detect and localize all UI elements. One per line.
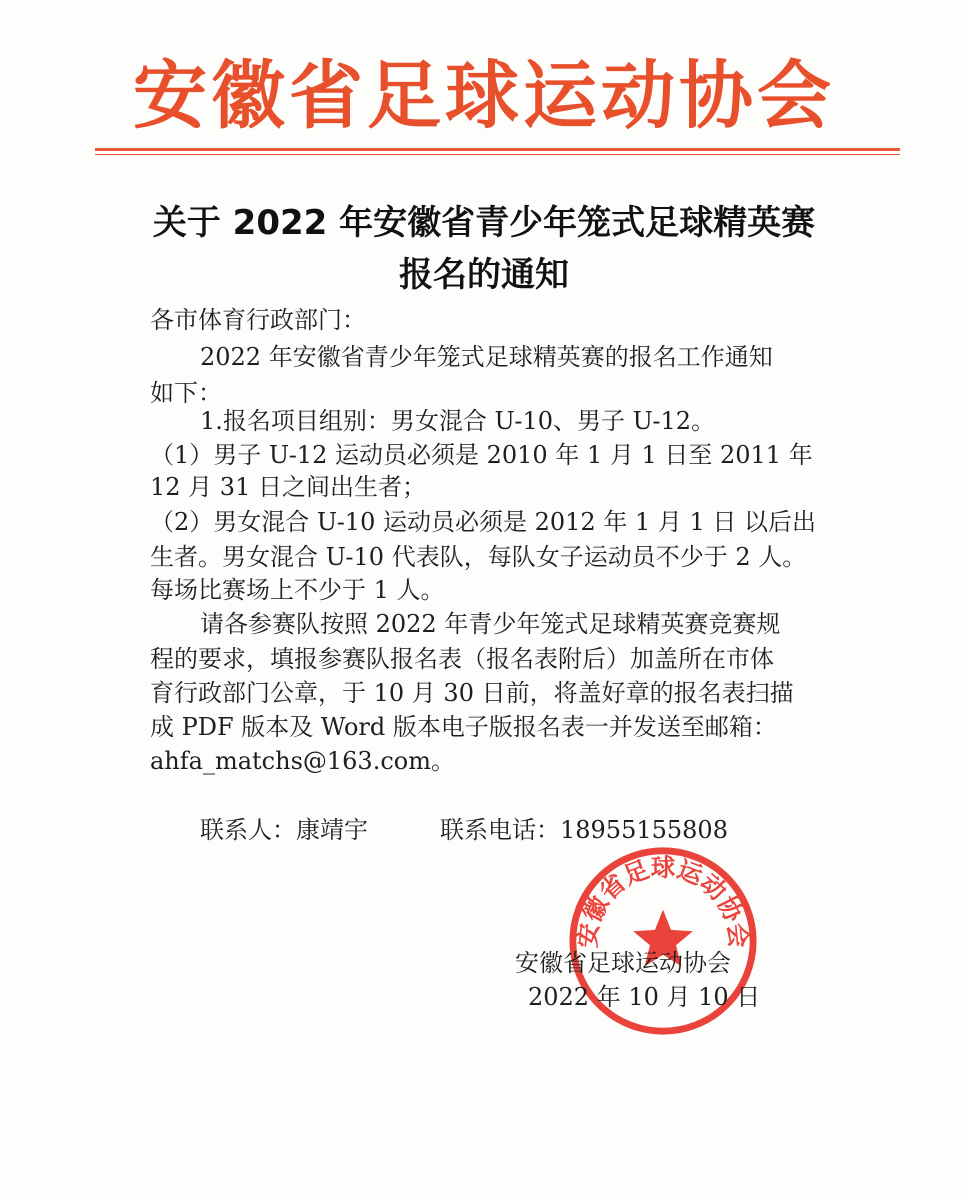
body-line: 请各参赛队按照 2022 年青少年笼式足球精英赛竞赛规 <box>200 610 781 638</box>
body-line: 1.报名项目组别：男女混合 U-10、男子 U-12。 <box>200 407 716 435</box>
signature-org: 安徽省足球运动协会 <box>515 949 731 977</box>
body-line: 生者。男女混合 U-10 代表队，每队女子运动员不少于 2 人。 <box>150 543 807 571</box>
contact-person-label: 联系人： <box>200 816 296 844</box>
contact-phone-label: 联系电话： <box>440 816 560 844</box>
body-line: 程的要求，填报参赛队报名表（报名表附后）加盖所在市体 <box>150 645 774 673</box>
letterhead-rule-thin <box>95 154 900 155</box>
body-line: 如下： <box>150 379 222 407</box>
contact-person <box>200 813 368 847</box>
body-line: 育行政部门公章，于 10 月 30 日前，将盖好章的报名表扫描 <box>150 679 794 707</box>
body-line: 12 月 31 日之间出生者； <box>150 473 426 501</box>
body-line: 2022 年安徽省青少年笼式足球精英赛的报名工作通知 <box>200 343 773 371</box>
body-line: （2）男女混合 U-10 运动员必须是 2012 年 1 月 1 日 以后出 <box>150 508 816 536</box>
contact-phone-number: 18955155808 <box>560 816 728 844</box>
body-line: （1）男子 U-12 运动员必须是 2010 年 1 月 1 日至 2011 年 <box>150 441 813 469</box>
notice-title-line1: 关于 2022 年安徽省青少年笼式足球精英赛 <box>152 203 816 243</box>
email-address: ahfa_matchs@163.com。 <box>150 747 455 775</box>
seal-arc-text: 安徽省足球运动协会 <box>572 852 754 950</box>
body-line: 每场比赛场上不少于 1 人。 <box>150 576 445 604</box>
letterhead-rule-thick <box>95 148 900 151</box>
contact-phone <box>440 813 728 847</box>
signature-date: 2022 年 10 月 10 日 <box>528 983 761 1011</box>
contact-person-name: 康靖宇 <box>296 816 368 844</box>
body-line: 成 PDF 版本及 Word 版本电子版报名表一并发送至邮箱： <box>150 713 777 741</box>
org-letterhead: 安徽省足球运动协会 <box>133 53 835 139</box>
salutation: 各市体育行政部门： <box>150 306 366 334</box>
notice-title-line2: 报名的通知 <box>399 255 569 295</box>
